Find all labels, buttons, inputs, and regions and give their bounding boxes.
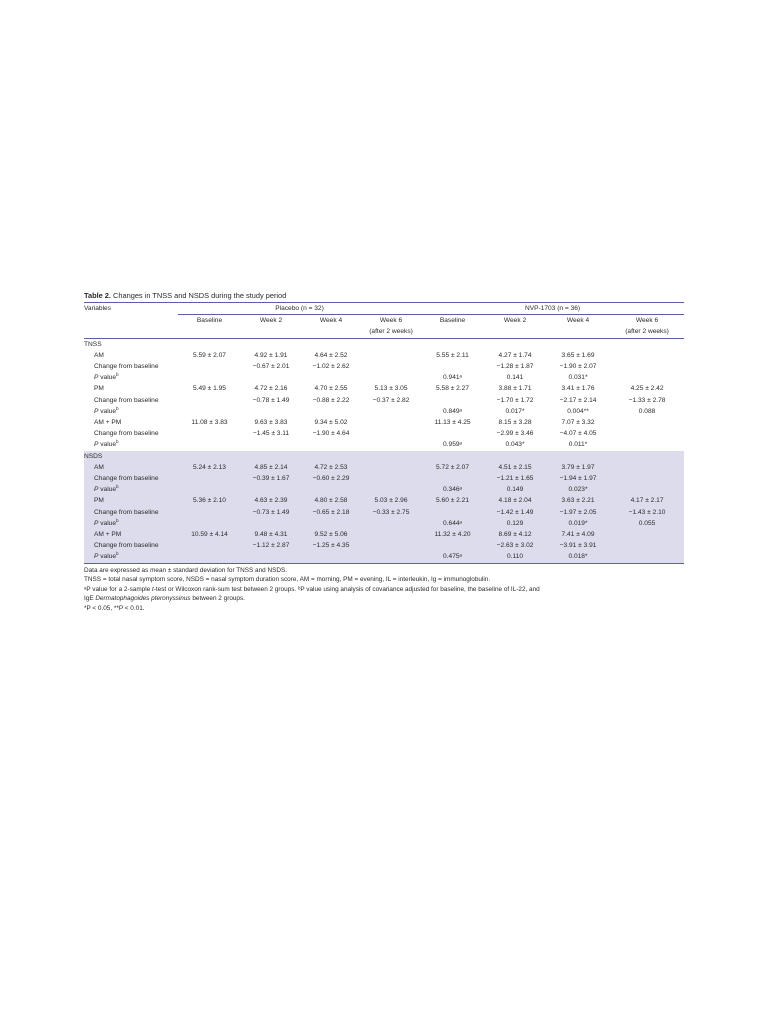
table-cell: 5.72 ± 2.07 [421, 462, 484, 473]
table-cell: 3.41 ± 1.76 [561, 385, 595, 393]
table-cell [301, 551, 361, 563]
row-label: AM + PM [94, 419, 122, 427]
table-row [84, 551, 684, 563]
table-cell [610, 484, 684, 495]
table-cell [241, 518, 301, 529]
section-heading-row [84, 451, 684, 462]
footnote-abbreviations: TNSS = total nasal symptom score, NSDS = nasal symptom duration score, AM = morning, PM = evening, IL = interleukin, Ig = immunoglobulin. [84, 576, 491, 584]
table-cell: 4.72 ± 2.16 [254, 385, 288, 393]
table-cell: 9.34 ± 5.02 [314, 419, 348, 427]
table-row [84, 372, 684, 383]
table-cell: 9.48 ± 4.31 [241, 529, 301, 540]
table-cell: 0.011* [568, 441, 588, 449]
table-cell [610, 473, 684, 484]
table-row [84, 383, 684, 394]
row-label: Change from baseline [84, 507, 178, 518]
row-label: Change from baseline [84, 540, 178, 551]
row-label: AM [84, 462, 178, 473]
table-cell: 5.59 ± 2.07 [193, 351, 226, 359]
table-cell: 4.80 ± 2.58 [301, 495, 361, 506]
header-variables: Variables [84, 303, 178, 315]
table-cell [178, 473, 241, 484]
table-cell: 0.475ᵃ [421, 551, 484, 563]
table-cell [361, 361, 421, 372]
section-heading: TNSS [84, 340, 102, 348]
table-cell: 0.141 [506, 374, 524, 382]
table-cell: 0.023* [546, 484, 610, 495]
table-cell: 5.60 ± 2.21 [421, 495, 484, 506]
table-cell: 0.004** [567, 407, 589, 415]
table-cell: −4.07 ± 4.05 [559, 430, 597, 438]
header-placebo: Placebo (n = 32) [178, 303, 421, 315]
table-row [84, 361, 684, 372]
table-footnotes [84, 566, 684, 614]
table-cell: −0.60 ± 2.29 [301, 473, 361, 484]
table-cell [178, 395, 241, 406]
table-cell [301, 484, 361, 495]
table-row [84, 507, 684, 518]
table-cell: 4.72 ± 2.53 [301, 462, 361, 473]
header-week2: Week 2 [503, 317, 527, 325]
table-cell: 0.088 [638, 407, 656, 415]
row-label: P value$^b$ [84, 518, 178, 529]
table-cell: −2.17 ± 2.14 [559, 396, 597, 404]
table-cell [178, 540, 241, 551]
header-baseline: Baseline [196, 317, 223, 325]
table-cell [361, 540, 421, 551]
table-cell [610, 428, 684, 439]
table-cell [241, 372, 301, 383]
table-cell: −0.67 ± 2.01 [252, 363, 290, 371]
table-cell [178, 428, 241, 439]
table-cell [241, 484, 301, 495]
table-cell: 0.031* [568, 374, 588, 382]
footnote-significance: *P < 0.05, **P < 0.01. [84, 605, 145, 613]
table-cell [361, 428, 421, 439]
table-cell: 4.51 ± 2.15 [484, 462, 546, 473]
table-cell: −1.28 ± 1.87 [496, 363, 534, 371]
header-week6: Week 6 [635, 317, 659, 325]
table-cell: −3.91 ± 3.91 [546, 540, 610, 551]
table-row [84, 417, 684, 428]
table-cell: 4.70 ± 2.55 [314, 385, 348, 393]
table-cell: −0.88 ± 2.22 [312, 396, 350, 404]
table-cell: 4.92 ± 1.91 [254, 351, 288, 359]
table-cell: 5.03 ± 2.96 [361, 495, 421, 506]
table-cell: 11.32 ± 4.20 [421, 529, 484, 540]
table-cell [610, 540, 684, 551]
table-cell: 0.346ᵃ [421, 484, 484, 495]
table-cell: −2.99 ± 3.46 [496, 430, 534, 438]
table-cell: 0.018* [546, 551, 610, 563]
table-cell: 0.129 [484, 518, 546, 529]
table-cell: −1.43 ± 2.10 [610, 507, 684, 518]
table-cell [241, 406, 301, 417]
table-figure [84, 291, 684, 614]
table-cell [178, 518, 241, 529]
table-row [84, 428, 684, 439]
table-cell [610, 417, 684, 428]
table-cell [178, 439, 241, 450]
table-row [84, 406, 684, 417]
row-label: P value$^b$ [84, 551, 178, 563]
table-cell: 0.849ᵃ [443, 407, 462, 415]
row-label: P value$^b$ [94, 372, 119, 382]
table-row [84, 518, 684, 529]
table-cell: 0.019* [546, 518, 610, 529]
table-cell: −0.37 ± 2.82 [372, 396, 410, 404]
table-row [84, 439, 684, 450]
table-cell [610, 361, 684, 372]
table-cell: −1.70 ± 1.72 [496, 396, 534, 404]
section-heading: NSDS [84, 451, 684, 462]
table-cell [610, 439, 684, 450]
table-row [84, 484, 684, 495]
table-cell [361, 350, 421, 361]
table-cell [301, 406, 361, 417]
table-cell: −1.02 ± 2.62 [312, 363, 350, 371]
row-label: P value$^b$ [94, 405, 119, 415]
table-cell [178, 406, 241, 417]
table-cell: 5.36 ± 2.10 [178, 495, 241, 506]
row-label: Change from baseline [94, 396, 159, 404]
table-cell: 4.17 ± 2.17 [610, 495, 684, 506]
table-cell: −1.33 ± 2.78 [628, 396, 666, 404]
table-cell [361, 417, 421, 428]
table-number: Table 2. [84, 291, 111, 300]
table-cell: −0.33 ± 2.75 [361, 507, 421, 518]
table-header [84, 303, 684, 339]
table-cell [421, 428, 484, 439]
table-cell: 4.85 ± 2.14 [241, 462, 301, 473]
table-cell: 5.58 ± 2.27 [436, 385, 469, 393]
table-cell: −0.39 ± 1.67 [241, 473, 301, 484]
table-cell [361, 406, 421, 417]
section-tnss [84, 338, 684, 451]
table-cell: −1.21 ± 1.65 [484, 473, 546, 484]
table-cell: −1.90 ± 2.07 [559, 363, 597, 371]
table-cell [610, 372, 684, 383]
table-cell: 4.64 ± 2.52 [314, 351, 348, 359]
table-cell [241, 551, 301, 563]
row-label: AM + PM [84, 529, 178, 540]
table-row [84, 473, 684, 484]
table-row [84, 350, 684, 361]
table-cell: −0.73 ± 1.49 [241, 507, 301, 518]
row-label: Change from baseline [94, 430, 159, 438]
table-cell [421, 540, 484, 551]
header-week6: Week 6 [379, 317, 403, 325]
table-cell [241, 439, 301, 450]
row-label: P value$^b$ [94, 439, 119, 449]
row-label: Change from baseline [84, 473, 178, 484]
table-cell: 8.15 ± 3.28 [498, 419, 532, 427]
table-cell: −1.45 ± 3.11 [252, 430, 290, 438]
table-cell: 7.07 ± 3.32 [561, 419, 595, 427]
table-cell [361, 484, 421, 495]
table-cell [178, 551, 241, 563]
table-cell: 3.88 ± 1.71 [498, 385, 532, 393]
table-cell: −1.42 ± 1.49 [484, 507, 546, 518]
table-cell: −1.25 ± 4.35 [301, 540, 361, 551]
table-cell [361, 473, 421, 484]
table-cell [178, 361, 241, 372]
table-cell: 4.25 ± 2.42 [630, 385, 664, 393]
table-cell: 3.63 ± 2.21 [546, 495, 610, 506]
table-cell [178, 507, 241, 518]
table-caption [84, 291, 684, 300]
table-cell: −0.65 ± 2.18 [301, 507, 361, 518]
table-cell: −0.78 ± 1.49 [252, 396, 290, 404]
table-cell: −2.63 ± 3.02 [484, 540, 546, 551]
row-label: Change from baseline [94, 363, 159, 371]
table-cell [421, 395, 484, 406]
table-cell: 8.69 ± 4.12 [484, 529, 546, 540]
footnote-ige: IgE Dermatophagoides pteronyssinus between 2 groups. [84, 595, 245, 603]
row-label: AM [94, 351, 104, 359]
table-cell: 5.55 ± 2.11 [436, 351, 469, 359]
table-cell: 9.52 ± 5.06 [301, 529, 361, 540]
table-cell: 9.63 ± 3.83 [254, 419, 288, 427]
table-cell [421, 507, 484, 518]
footnote-data: Data are expressed as mean ± standard deviation for TNSS and NSDS. [84, 566, 288, 574]
table-cell [610, 462, 684, 473]
table-cell [361, 372, 421, 383]
table-cell: −1.12 ± 2.87 [241, 540, 301, 551]
header-after: (after 2 weeks) [361, 326, 421, 338]
table-cell: −1.97 ± 2.05 [546, 507, 610, 518]
table-cell: 7.41 ± 4.09 [546, 529, 610, 540]
header-week4: Week 4 [566, 317, 590, 325]
table-cell [301, 439, 361, 450]
header-week4: Week 4 [319, 317, 343, 325]
table-cell: −1.90 ± 4.64 [312, 430, 350, 438]
table-cell: 0.941ᵃ [443, 374, 462, 382]
table-cell: 0.043* [505, 441, 525, 449]
table-cell [421, 361, 484, 372]
table-cell: 10.59 ± 4.14 [178, 529, 241, 540]
table-row [84, 495, 684, 506]
header-baseline: Baseline [439, 317, 466, 325]
data-table [84, 302, 684, 564]
header-nvp: NVP-1703 (n = 36) [421, 303, 684, 315]
table-cell: 11.08 ± 3.83 [191, 419, 228, 427]
table-cell [361, 529, 421, 540]
table-cell [361, 551, 421, 563]
table-row [84, 395, 684, 406]
table-cell: 5.49 ± 1.95 [193, 385, 226, 393]
table-cell: 11.13 ± 4.25 [434, 419, 471, 427]
header-week2: Week 2 [259, 317, 283, 325]
table-cell: 0.644ᵃ [421, 518, 484, 529]
table-cell [610, 529, 684, 540]
table-cell: 0.017* [505, 407, 525, 415]
row-label: PM [94, 385, 104, 393]
table-cell [610, 350, 684, 361]
table-cell: 4.63 ± 2.39 [241, 495, 301, 506]
table-cell [178, 372, 241, 383]
table-cell [421, 473, 484, 484]
table-row [84, 540, 684, 551]
section-heading-row [84, 338, 684, 350]
table-row [84, 529, 684, 540]
table-cell: 0.055 [610, 518, 684, 529]
table-cell: 4.18 ± 2.04 [484, 495, 546, 506]
table-cell [361, 462, 421, 473]
table-cell [301, 372, 361, 383]
table-cell: −1.94 ± 1.97 [546, 473, 610, 484]
table-cell [361, 518, 421, 529]
row-label: PM [84, 495, 178, 506]
table-cell [610, 551, 684, 563]
table-cell [361, 439, 421, 450]
table-cell: 0.110 [484, 551, 546, 563]
table-cell: 5.13 ± 3.05 [374, 385, 408, 393]
table-cell: 0.149 [484, 484, 546, 495]
table-cell [178, 484, 241, 495]
table-cell [301, 518, 361, 529]
section-nsds [84, 451, 684, 564]
table-title: Changes in TNSS and NSDS during the study period [110, 291, 287, 300]
table-row [84, 462, 684, 473]
table-cell: 3.79 ± 1.97 [546, 462, 610, 473]
table-cell: 5.24 ± 2.13 [178, 462, 241, 473]
row-label: P value$^b$ [84, 484, 178, 495]
table-cell: 0.959ᵃ [443, 441, 462, 449]
header-after: (after 2 weeks) [610, 326, 684, 338]
table-cell: 3.65 ± 1.69 [561, 351, 595, 359]
footnote-pvalue-methods: ᵃP value for a 2-sample t-test or Wilcoxon rank-sum test between 2 groups. ᵇP value using analysis of covariance adjusted for baseline, the baseline of IL-22, and [84, 585, 540, 593]
table-cell: 4.27 ± 1.74 [498, 351, 532, 359]
